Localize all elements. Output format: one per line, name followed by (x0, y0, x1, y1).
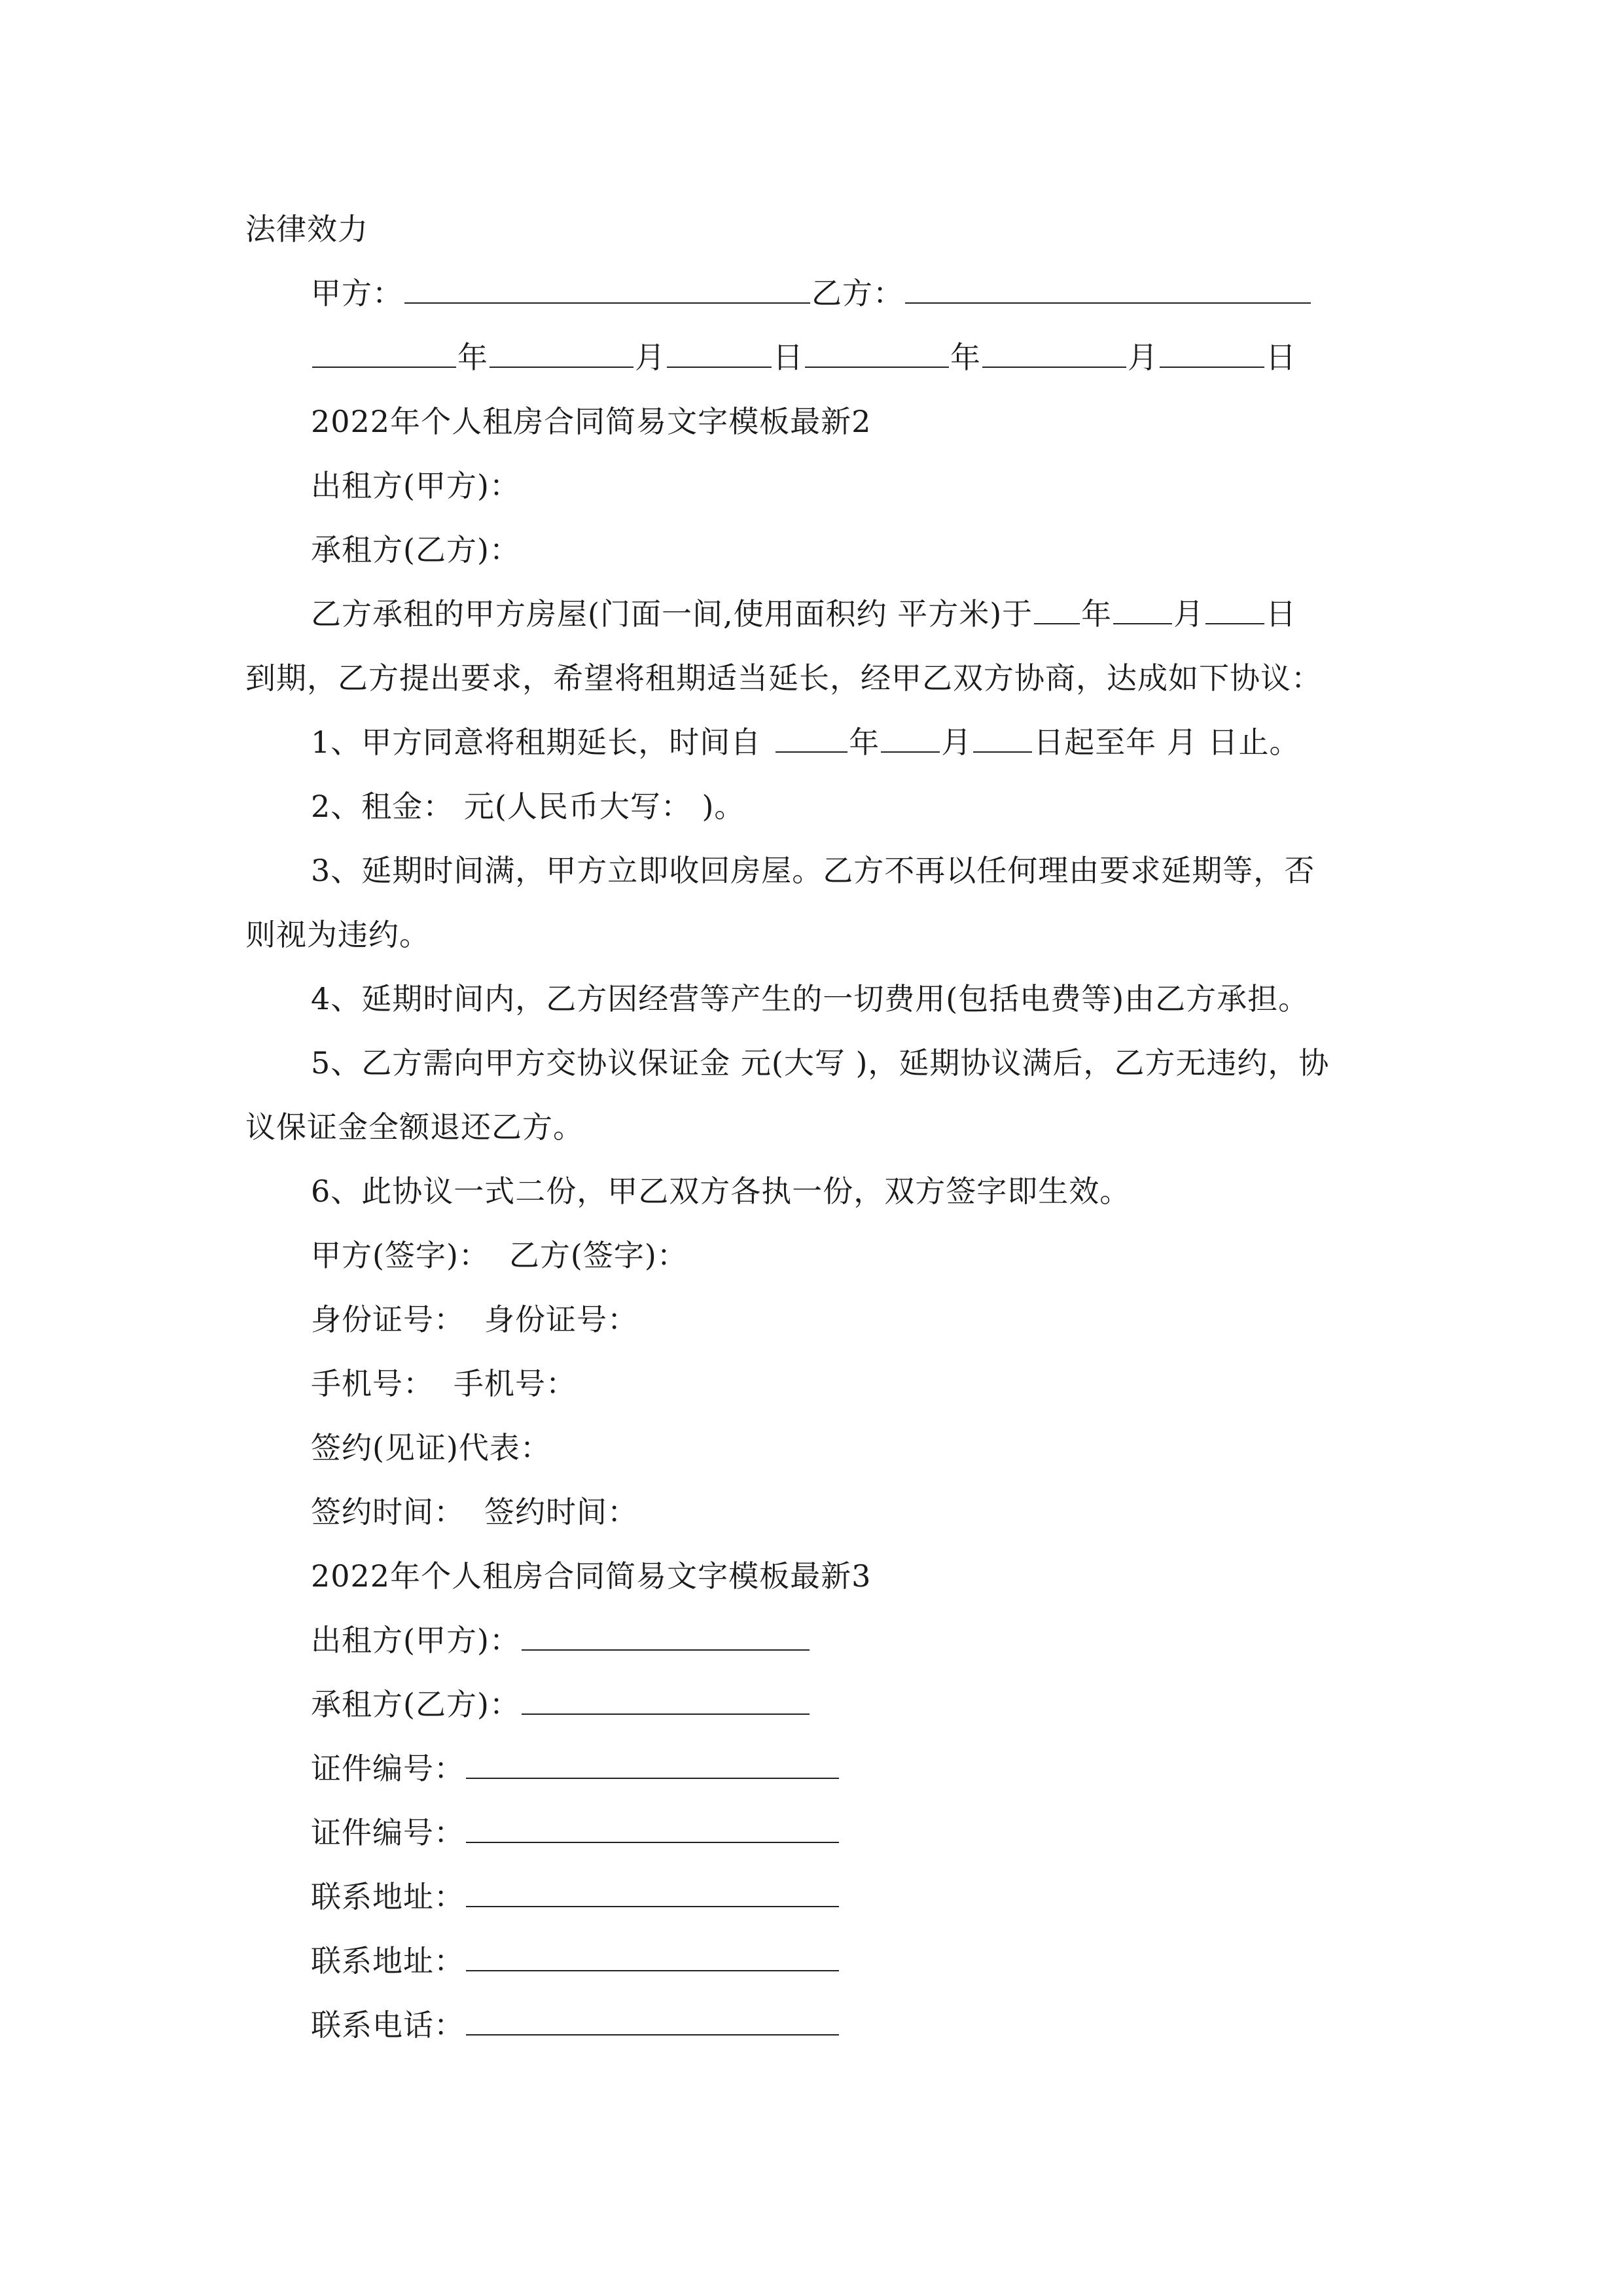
sign-row (311, 1236, 688, 1275)
phone-row (311, 1364, 577, 1403)
cert-row-1 (311, 1749, 840, 1788)
sign-b-label: 乙方(签字)： (508, 1238, 688, 1273)
section-3-lessor-row (311, 1621, 811, 1660)
id-a-label: 身份证号： (311, 1302, 465, 1337)
para-1-year-blank (1034, 594, 1080, 624)
item-1-day-blank (973, 723, 1032, 753)
month-label-a: 月 (635, 340, 666, 375)
party-b-label: 乙方： (812, 276, 904, 311)
para-1-line-2: 到期，乙方提出要求，希望将租期适当延长，经甲乙双方协商，达成如下协议： (245, 660, 1322, 696)
item-1-month-blank (881, 723, 940, 753)
day-blank-a (667, 338, 772, 368)
section-3-lessee-row (311, 1685, 811, 1724)
witness-row: 签约(见证)代表： (311, 1430, 551, 1465)
item-6: 6、此协议一式二份，甲乙双方各执一份，双方签字即生效。 (311, 1174, 1131, 1209)
day-label-b: 日 (1266, 340, 1296, 375)
para-1-year: 年 (1081, 596, 1113, 632)
para-1-month-blank (1113, 594, 1172, 624)
item-1-text: 1、甲方同意将租期延长，时间自 (311, 725, 762, 760)
section-2-heading: 2022年个人租房合同简易文字模板最新2 (311, 404, 872, 439)
id-row (311, 1300, 638, 1339)
item-3-line-1: 3、延期时间满，甲方立即收回房屋。乙方不再以任何理由要求延期等，否 (311, 853, 1315, 888)
addr-2-label: 联系地址： (311, 1943, 465, 1979)
day-blank-b (1160, 338, 1264, 368)
item-5-line-1: 5、乙方需向甲方交协议保证金 元(大写 )，延期协议满后，乙方无违约，协 (311, 1045, 1330, 1081)
party-b-blank (905, 274, 1311, 304)
item-1-month: 月 (941, 725, 972, 760)
item-1-year: 年 (849, 725, 880, 760)
text-legal-effect (245, 209, 368, 249)
addr-1-blank (466, 1877, 839, 1907)
addr-row-1 (311, 1877, 840, 1916)
section-3-lessor-blank (522, 1621, 810, 1651)
section-2-lessor: 出租方(甲方)： (311, 468, 520, 503)
section-2-lessee: 承租方(乙方)： (311, 532, 520, 567)
cert-row-2 (311, 1813, 840, 1852)
addr-2-blank (466, 1941, 839, 1971)
tel-row (311, 2005, 840, 2045)
addr-1-label: 联系地址： (311, 1879, 465, 1914)
section-3-lessee-label: 承租方(乙方)： (311, 1687, 520, 1722)
month-blank-b (982, 338, 1126, 368)
item-4: 4、延期时间内，乙方因经营等产生的一切费用(包括电费等)由乙方承担。 (311, 981, 1310, 1016)
cert-1-label: 证件编号： (311, 1751, 465, 1786)
year-label-a: 年 (457, 340, 488, 375)
month-blank-a (490, 338, 633, 368)
id-b-label: 身份证号： (484, 1302, 638, 1337)
legal-effect-text: 法律效力 (245, 211, 368, 247)
item-2: 2、租金： 元(人民币大写： )。 (311, 789, 745, 824)
item-3-line-2: 则视为违约。 (245, 917, 430, 952)
tel-blank (466, 2005, 839, 2036)
time-row (311, 1492, 638, 1532)
party-a-label: 甲方： (311, 276, 403, 311)
para-1-day-blank (1205, 594, 1264, 624)
sign-a-label: 甲方(签字)： (311, 1238, 490, 1273)
time-a-label: 签约时间： (311, 1494, 465, 1530)
tel-label: 联系电话： (311, 2007, 465, 2043)
para-1-day: 日 (1266, 596, 1297, 632)
year-blank-b (805, 338, 949, 368)
item-1 (311, 723, 1300, 762)
party-a-blank (404, 274, 810, 304)
section-3-heading: 2022年个人租房合同简易文字模板最新3 (311, 1558, 872, 1594)
sign-line-dates (311, 338, 1296, 377)
item-5-line-2: 议保证金全额退还乙方。 (245, 1109, 584, 1145)
addr-row-2 (311, 1941, 840, 1981)
year-blank-a (312, 338, 456, 368)
time-b-label: 签约时间： (484, 1494, 638, 1530)
month-label-b: 月 (1128, 340, 1158, 375)
day-label-a: 日 (773, 340, 804, 375)
section-3-lessee-blank (522, 1685, 810, 1715)
phone-a-label: 手机号： (311, 1366, 434, 1401)
section-3-lessor-label: 出租方(甲方)： (311, 1623, 520, 1658)
para-1-text: 乙方承租的甲方房屋(门面一间,使用面积约 平方米)于 (311, 596, 1033, 632)
phone-b-label: 手机号： (454, 1366, 577, 1401)
item-1-tail: 日起至年 月 日止。 (1033, 725, 1300, 760)
year-label-b: 年 (950, 340, 981, 375)
para-1-month: 月 (1173, 596, 1205, 632)
item-1-year-blank (776, 723, 847, 753)
sign-line-parties (311, 274, 1312, 313)
cert-2-label: 证件编号： (311, 1815, 465, 1850)
para-1-line-1 (311, 594, 1296, 634)
cert-1-blank (466, 1749, 839, 1779)
cert-2-blank (466, 1813, 839, 1843)
